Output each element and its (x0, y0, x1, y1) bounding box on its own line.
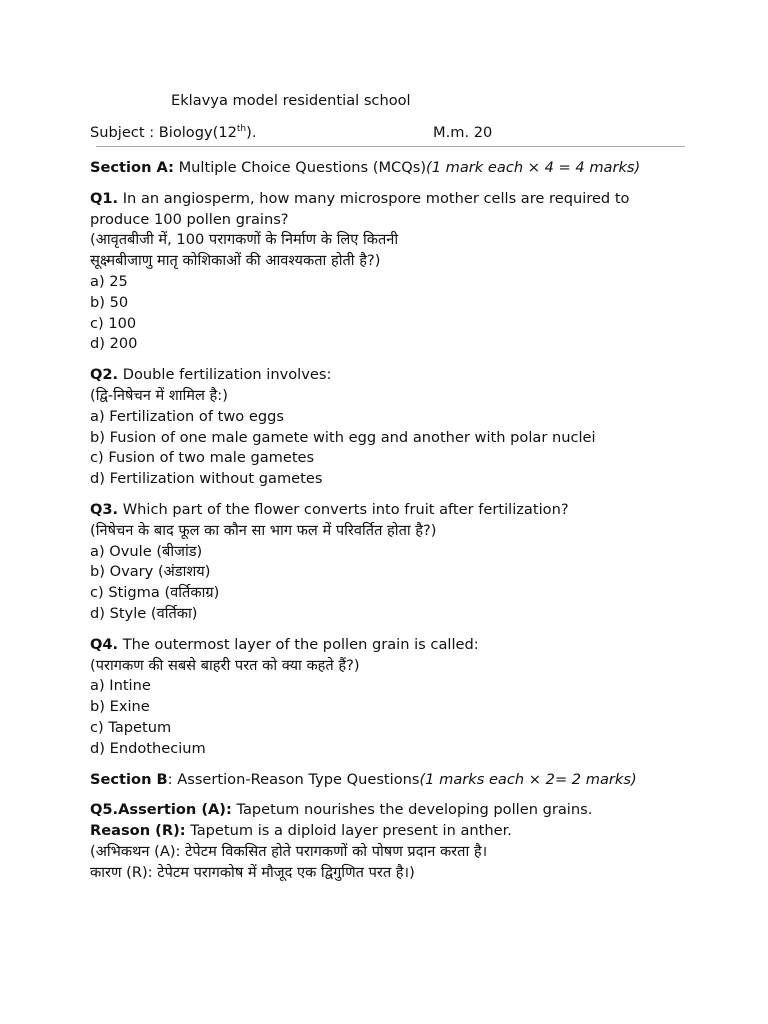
question-1-hindi-cont: सूक्ष्मबीजाणु मातृ कोशिकाओं की आवश्यकता होती है?) (90, 252, 381, 270)
question-1-text: Q1. In an angiosperm, how many microspore mother cells are required to (90, 189, 630, 207)
header-divider (96, 146, 685, 147)
option-a: a) Fertilization of two eggs (90, 407, 284, 425)
question-4-hindi: (परागकण की सबसे बाहरी परत को क्या कहते हैं?) (90, 656, 360, 674)
option-c: c) Stigma (वर्तिकाग्र) (90, 584, 220, 602)
question-3-hindi: (निषेचन के बाद फूल का कौन सा भाग फल में परिवर्तित होता है?) (90, 521, 437, 539)
question-1-hindi: (आवृतबीजी में, 100 परागकणों के निर्माण के लिए कितनी (90, 231, 399, 249)
option-c: c) Fusion of two male gametes (90, 449, 315, 467)
option-d: d) Fertilization without gametes (90, 470, 323, 488)
question-1-text-cont: produce 100 pollen grains? (90, 210, 289, 228)
subject-row (90, 123, 690, 143)
option-d: d) Style (वर्तिका) (90, 604, 198, 622)
option-c: c) Tapetum (90, 718, 172, 736)
option-a: a) Ovule (बीजांड) (90, 542, 203, 560)
section-b-heading: Section B: Assertion-Reason Type Questions(1 marks each × 2= 2 marks) (90, 770, 637, 788)
option-b: b) 50 (90, 293, 129, 311)
question-5-hindi-cont: कारण (R): टेपेटम परागकोष में मौजूद एक द्विगुणित परत है।) (90, 863, 415, 881)
subject-label: Subject : Biology(12th). (90, 124, 257, 141)
option-b: b) Fusion of one male gamete with egg and another with polar nuclei (90, 428, 596, 446)
question-5 (90, 800, 690, 883)
option-a: a) Intine (90, 677, 151, 695)
question-4-text: Q4. The outermost layer of the pollen grain is called: (90, 635, 479, 653)
question-paper (90, 91, 690, 884)
max-marks: M.m. 20 (433, 124, 493, 141)
reason-line: Reason (R): Tapetum is a diploid layer present in anther. (90, 822, 512, 840)
school-name: Eklavya model residential school (171, 92, 411, 109)
section-a-heading: Section A: Multiple Choice Questions (MCQs)(1 mark each × 4 = 4 marks) (90, 159, 641, 176)
option-b: b) Ovary (अंडाशय) (90, 563, 211, 581)
question-3 (90, 500, 690, 625)
option-d: d) 200 (90, 335, 138, 353)
question-2 (90, 365, 690, 490)
question-3-text: Q3. Which part of the flower converts into fruit after fertilization? (90, 500, 569, 518)
option-b: b) Exine (90, 698, 150, 716)
question-2-hindi: (द्वि-निषेचन में शामिल है:) (90, 386, 228, 404)
question-4 (90, 635, 690, 760)
question-5-hindi: (अभिकथन (A): टेपेटम विकसित होते परागकणों को पोषण प्रदान करता है। (90, 842, 488, 860)
question-2-text: Q2. Double fertilization involves: (90, 366, 332, 384)
assertion-line: Q5.Assertion (A): Tapetum nourishes the developing pollen grains. (90, 801, 593, 819)
option-d: d) Endothecium (90, 739, 206, 757)
question-1 (90, 189, 690, 355)
option-a: a) 25 (90, 272, 128, 290)
option-c: c) 100 (90, 314, 137, 332)
